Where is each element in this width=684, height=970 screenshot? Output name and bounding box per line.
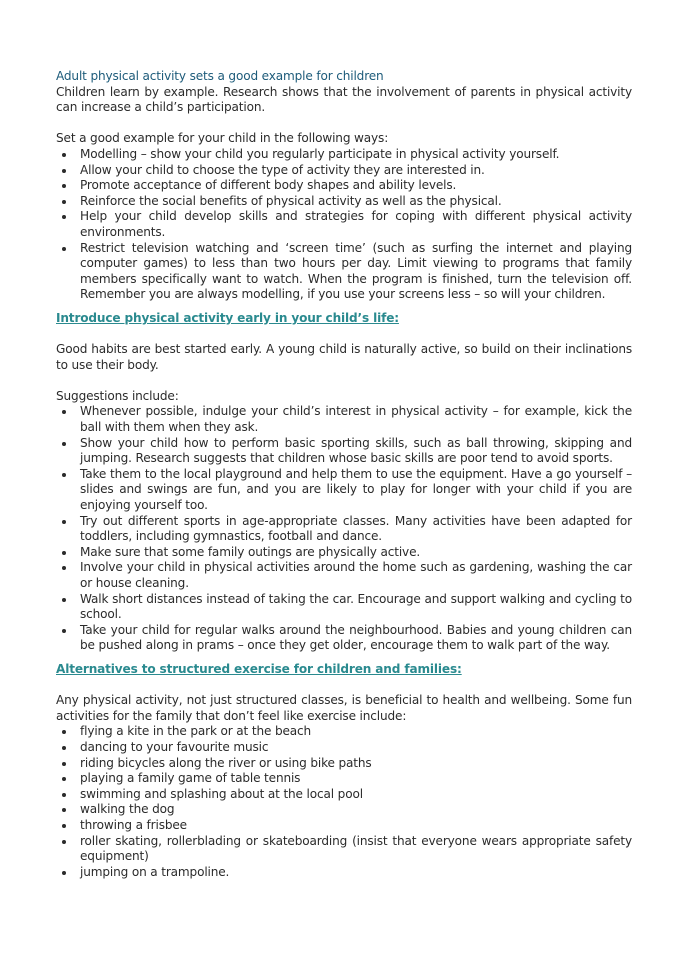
intro-paragraph: Children learn by example. Research shows that the involvement of parents in physical activity can increase a child’s participation. xyxy=(56,84,632,115)
list-item: roller skating, rollerblading or skateboarding (insist that everyone wears appropriate safety equipment) xyxy=(56,834,632,865)
list-lead: Set a good example for your child in the following ways: xyxy=(56,131,389,146)
spacer xyxy=(56,303,632,311)
list-item: riding bicycles along the river or using bike paths xyxy=(56,756,632,772)
intro-paragraph: Any physical activity, not just structured classes, is beneficial to health and wellbeing. Some fun activities for the family that don’t feel like exercise include: xyxy=(56,693,632,723)
list-item: Try out different sports in age-appropriate classes. Many activities have been adapted for toddlers, including gymnastics, football and dance. xyxy=(56,514,632,545)
list-item: Modelling – show your child you regularly participate in physical activity yourself. xyxy=(56,147,632,163)
list-item: Reinforce the social benefits of physical activity as well as the physical. xyxy=(56,194,632,210)
bullet-list xyxy=(56,404,632,654)
spacer xyxy=(56,654,632,662)
list-item: flying a kite in the park or at the beach xyxy=(56,724,632,740)
list-item: Show your child how to perform basic sporting skills, such as ball throwing, skipping and jumping. Research suggests that children whose basic skills are poor tend to avoid sports. xyxy=(56,436,632,467)
list-item: walking the dog xyxy=(56,802,632,818)
list-item: swimming and splashing about at the local pool xyxy=(56,787,632,803)
list-item: throwing a frisbee xyxy=(56,818,632,834)
list-item: Restrict television watching and ‘screen time’ (such as surfing the internet and playing computer games) to less than two hours per day. Limit viewing to programs that family members specifically want to watch. When the program is finished, turn the television off. Remember you are always modelling, if you use your screens less – so will your children. xyxy=(56,241,632,303)
list-item: Allow your child to choose the type of activity they are interested in. xyxy=(56,163,632,179)
list-item: Promote acceptance of different body shapes and ability levels. xyxy=(56,178,632,194)
spacer xyxy=(56,373,632,389)
intro-paragraph: Good habits are best started early. A young child is naturally active, so build on their inclinations to use their body. xyxy=(56,342,632,372)
list-item: Make sure that some family outings are physically active. xyxy=(56,545,632,561)
section-heading: Alternatives to structured exercise for children and families: xyxy=(56,661,462,676)
list-item: dancing to your favourite music xyxy=(56,740,632,756)
section-heading: Introduce physical activity early in your child’s life: xyxy=(56,310,399,325)
spacer xyxy=(56,327,632,343)
section-title: Adult physical activity sets a good example for children xyxy=(56,69,384,83)
bullet-list xyxy=(56,147,632,303)
list-item: Walk short distances instead of taking the car. Encourage and support walking and cycling to school. xyxy=(56,592,632,623)
list-item: Take your child for regular walks around the neighbourhood. Babies and young children can be pushed along in prams – once they get older, encourage them to walk part of the way. xyxy=(56,623,632,654)
list-item: Whenever possible, indulge your child’s interest in physical activity – for example, kick the ball with them when they ask. xyxy=(56,404,632,435)
list-item: Help your child develop skills and strategies for coping with different physical activity environments. xyxy=(56,209,632,240)
spacer xyxy=(56,116,632,132)
spacer xyxy=(56,678,632,694)
list-item: jumping on a trampoline. xyxy=(56,865,632,881)
list-item: playing a family game of table tennis xyxy=(56,771,632,787)
bullet-list xyxy=(56,724,632,880)
list-item: Involve your child in physical activities around the home such as gardening, washing the car or house cleaning. xyxy=(56,560,632,591)
list-lead: Suggestions include: xyxy=(56,388,179,403)
list-item: Take them to the local playground and help them to use the equipment. Have a go yourself – slides and swings are fun, and you are likely to play for longer with your child if you are enjoying yourself too. xyxy=(56,467,632,514)
document-page xyxy=(56,69,632,880)
